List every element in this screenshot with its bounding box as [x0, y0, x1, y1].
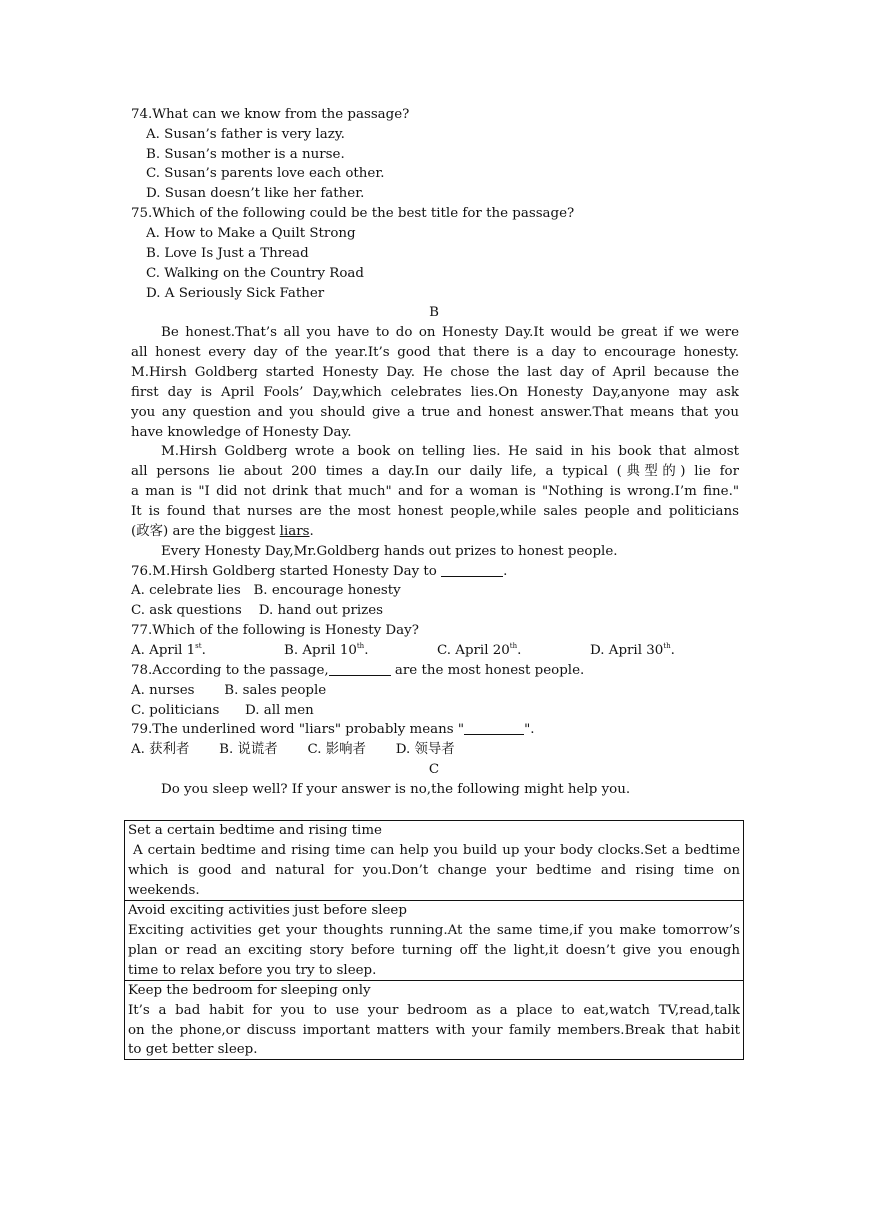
- q76-stem: [131, 562, 739, 582]
- tip-line: which is good and natural for you.Don’t change your bedtime and rising time on: [128, 863, 740, 878]
- passage-b-line: a man is "I did not drink that much" and for a woman is "Nothing is wrong.I’m fine.": [131, 484, 739, 499]
- q79-options-row: A. 获利者 B. 说谎者 C. 影响者 D. 领导者: [131, 742, 455, 757]
- section-c-heading: C: [428, 762, 440, 777]
- q77-stem: 77.Which of the following is Honesty Day?: [131, 623, 419, 638]
- passage-b-line: [131, 522, 739, 542]
- answer-blank: [441, 563, 503, 577]
- tip-cell: [125, 981, 743, 1059]
- tip-line: on the phone,or discuss important matters with your family members.Break that habit: [128, 1023, 740, 1038]
- passage-b-line: Be honest.That’s all you have to do on Honesty Day.It would be great if we were: [161, 325, 739, 340]
- answer-blank: [329, 662, 391, 676]
- tip-title: Avoid exciting activities just before sleep: [128, 903, 407, 918]
- q75-option-c: C. Walking on the Country Road: [146, 266, 364, 281]
- option-text: D. April 30: [590, 643, 664, 658]
- passage-b-line: first day is April Fools’ Day,which celebrates lies.On Honesty Day,anyone may ask: [131, 385, 739, 400]
- section-c-intro: Do you sleep well? If your answer is no,the following might help you.: [161, 782, 631, 797]
- tip-line: time to relax before you try to sleep.: [128, 963, 377, 978]
- passage-b-line: M.Hirsh Goldberg wrote a book on telling lies. He said in his book that almost: [161, 444, 739, 459]
- tip-line: weekends.: [128, 883, 200, 898]
- ordinal-suffix: st: [195, 642, 202, 650]
- q78-stem-text: 78.According to the passage,: [131, 663, 329, 678]
- q76-options-row: C. ask questions D. hand out prizes: [131, 603, 384, 618]
- tip-line: A certain bedtime and rising time can help you build up your body clocks.Set a bedtime: [128, 843, 740, 858]
- underlined-word: liars: [279, 524, 310, 539]
- period: .: [503, 564, 508, 579]
- q79-stem-text: ".: [524, 722, 535, 737]
- passage-b-line: you any question and you should give a true and honest answer.That means that you: [131, 405, 739, 420]
- period: .: [517, 643, 522, 658]
- answer-blank: [464, 721, 524, 735]
- passage-b-line: It is found that nurses are the most honest people,while sales people and politicians: [131, 504, 739, 519]
- q78-stem: [131, 661, 739, 681]
- q75-stem: 75.Which of the following could be the best title for the passage?: [131, 206, 575, 221]
- tip-line: Exciting activities get your thoughts running.At the same time,if you make tomorrow’s: [128, 923, 740, 938]
- tip-line: It’s a bad habit for you to use your bedroom as a place to eat,watch TV,read,talk: [128, 1003, 740, 1018]
- passage-b-text: (政客) are the biggest: [131, 524, 280, 539]
- q74-option-b: B. Susan’s mother is a nurse.: [146, 147, 345, 162]
- tip-title: Keep the bedroom for sleeping only: [128, 983, 371, 998]
- passage-b-line: Every Honesty Day,Mr.Goldberg hands out prizes to honest people.: [161, 544, 618, 559]
- ordinal-suffix: th: [356, 642, 365, 650]
- q74-option-d: D. Susan doesn’t like her father.: [146, 186, 365, 201]
- q77-option-a: [131, 641, 206, 661]
- tip-line: plan or read an exciting story before turning off the light,it doesn’t give you enough: [128, 943, 740, 958]
- q75-option-b: B. Love Is Just a Thread: [146, 246, 309, 261]
- option-text: C. April 20: [437, 643, 510, 658]
- q74-option-a: A. Susan’s father is very lazy.: [146, 127, 345, 142]
- tip-cell: [125, 821, 743, 901]
- passage-b-line: have knowledge of Honesty Day.: [131, 425, 352, 440]
- q77-option-c: [437, 641, 521, 661]
- q76-options-row: A. celebrate lies B. encourage honesty: [131, 583, 401, 598]
- q76-stem-text: 76.M.Hirsh Goldberg started Honesty Day to: [131, 564, 442, 579]
- period: .: [309, 524, 314, 539]
- passage-b-line: all persons lie about 200 times a day.In our daily life, a typical (典型的) lie for: [131, 464, 739, 479]
- ordinal-suffix: th: [509, 642, 518, 650]
- q77-option-b: [284, 641, 368, 661]
- option-text: A. April 1: [131, 643, 196, 658]
- ordinal-suffix: th: [663, 642, 671, 650]
- period: .: [364, 643, 369, 658]
- section-b-heading: B: [429, 305, 439, 320]
- passage-b-line: M.Hirsh Goldberg started Honesty Day. He chose the last day of April because the: [131, 365, 739, 380]
- q77-options-row: [131, 641, 739, 661]
- option-text: B. April 10: [284, 643, 357, 658]
- q74-stem: 74.What can we know from the passage?: [131, 107, 410, 122]
- tip-cell: [125, 901, 743, 981]
- q77-option-d: [590, 641, 675, 661]
- q78-stem-text: are the most honest people.: [390, 663, 585, 678]
- tip-line: to get better sleep.: [128, 1042, 258, 1057]
- q74-option-c: C. Susan’s parents love each other.: [146, 166, 385, 181]
- period: .: [670, 643, 675, 658]
- sleep-tips-table: [124, 820, 744, 1060]
- q75-option-a: A. How to Make a Quilt Strong: [146, 226, 356, 241]
- period: .: [201, 643, 206, 658]
- q78-options-row: C. politicians D. all men: [131, 703, 314, 718]
- tip-title: Set a certain bedtime and rising time: [128, 823, 382, 838]
- q79-stem-text: 79.The underlined word "liars" probably means ": [131, 722, 465, 737]
- q79-stem: [131, 720, 739, 740]
- passage-b-line: all honest every day of the year.It’s good that there is a day to encourage honesty.: [131, 345, 739, 360]
- q78-options-row: A. nurses B. sales people: [131, 683, 327, 698]
- q75-option-d: D. A Seriously Sick Father: [146, 286, 325, 301]
